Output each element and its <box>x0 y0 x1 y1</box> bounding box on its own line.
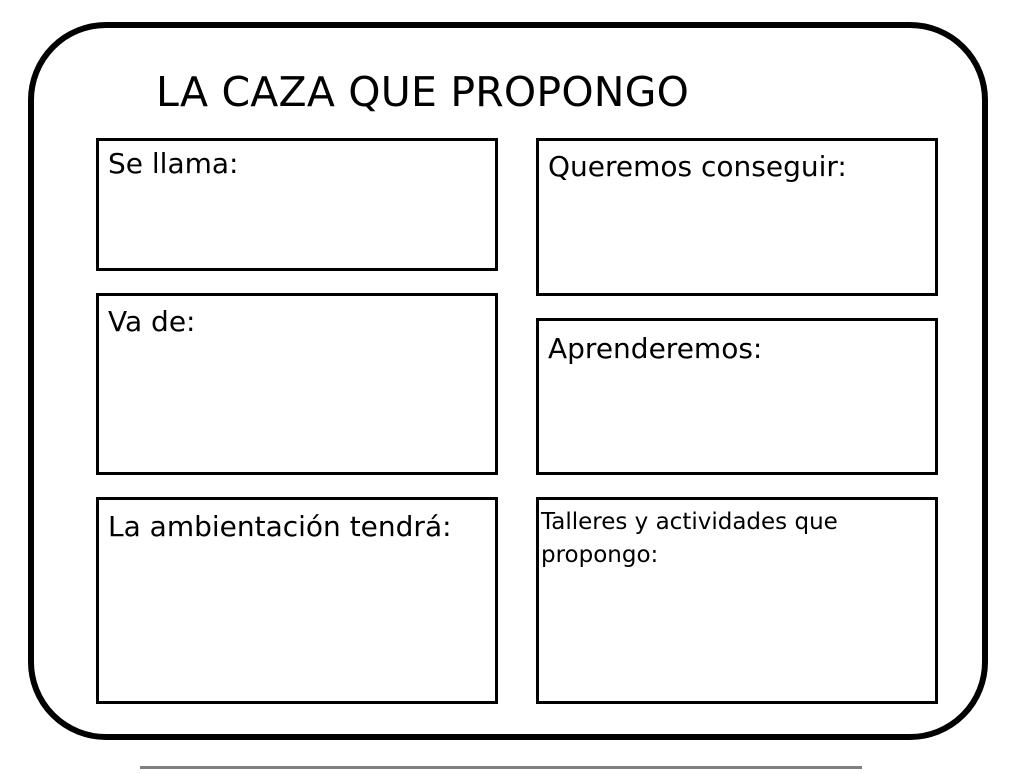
goal-field-box[interactable] <box>536 138 938 296</box>
footer-divider <box>140 766 862 769</box>
learning-field-label: Aprenderemos: <box>548 332 763 365</box>
plot-field-box[interactable] <box>96 293 498 475</box>
setting-field-box[interactable] <box>96 497 498 704</box>
name-field-box[interactable] <box>96 138 498 271</box>
workshops-field-label: Talleres y actividades que propongo: <box>541 509 838 568</box>
workshops-field-box[interactable] <box>536 497 938 704</box>
goal-field-label: Queremos conseguir: <box>548 150 847 183</box>
setting-field-label: La ambientación tendrá: <box>108 510 452 543</box>
plot-field-label: Va de: <box>108 305 196 338</box>
name-field-label: Se llama: <box>108 147 239 180</box>
worksheet-title: LA CAZA QUE PROPONGO <box>156 68 690 116</box>
learning-field-box[interactable] <box>536 318 938 475</box>
